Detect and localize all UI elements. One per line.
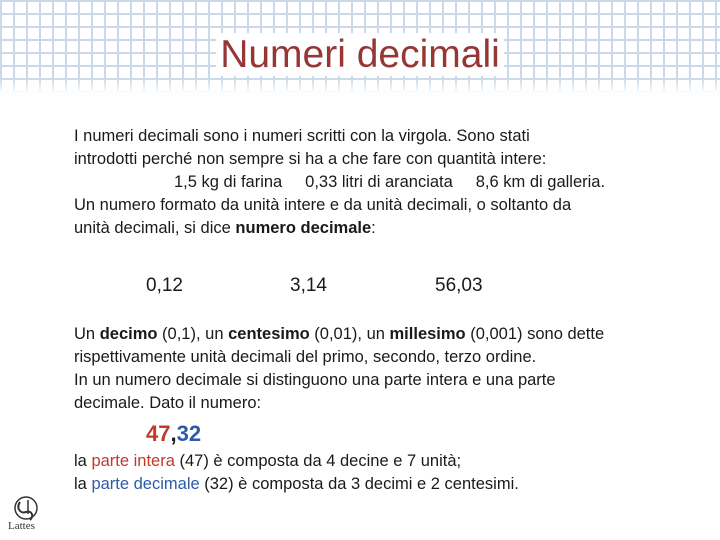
example-number-47-32: 47,32 bbox=[146, 421, 202, 446]
decimal-units-paragraph bbox=[74, 323, 674, 415]
intro-examples-line: 1,5 kg di farina 0,33 litri di aranciata 8,6 km di galleria. bbox=[174, 173, 606, 191]
units-line-4: decimale. Dato il numero: bbox=[74, 394, 262, 412]
example-number-2: 3,14 bbox=[290, 275, 327, 296]
intro-line-2: introdotti perché non sempre si ha a che fare con quantità intere: bbox=[74, 150, 547, 168]
term-parte-decimale: parte decimale bbox=[91, 475, 200, 493]
publisher-logo-label: Lattes bbox=[8, 520, 35, 532]
term-parte-intera: parte intera bbox=[91, 452, 175, 470]
grid-fade bbox=[0, 78, 720, 94]
intro-line-4: Un numero formato da unità intere e da unità decimali, o soltanto da bbox=[74, 196, 572, 214]
units-line-2: rispettivamente unità decimali del primo, secondo, terzo ordine. bbox=[74, 348, 537, 366]
intro-line-5: unità decimali, si dice numero decimale: bbox=[74, 219, 376, 237]
parts-paragraph bbox=[74, 450, 674, 496]
units-line-3: In un numero decimale si distinguono una parte intera e una parte bbox=[74, 371, 556, 389]
integer-part: 47 bbox=[146, 421, 171, 446]
term-numero-decimale: numero decimale bbox=[235, 219, 372, 237]
decimal-part: 32 bbox=[176, 421, 202, 446]
parts-line-1: la parte intera (47) è composta da 4 decine e 7 unità; bbox=[74, 452, 462, 470]
example-number-3: 56,03 bbox=[435, 275, 483, 296]
parts-line-2: la parte decimale (32) è composta da 3 decimi e 2 centesimi. bbox=[74, 475, 519, 493]
intro-line-1: I numeri decimali sono i numeri scritti con la virgola. Sono stati bbox=[74, 127, 530, 145]
intro-paragraph bbox=[74, 125, 674, 240]
page-title: Numeri decimali bbox=[0, 30, 720, 80]
units-line-1: Un decimo (0,1), un centesimo (0,01), un millesimo (0,001) sono dette bbox=[74, 325, 605, 343]
example-number-1: 0,12 bbox=[146, 275, 183, 296]
